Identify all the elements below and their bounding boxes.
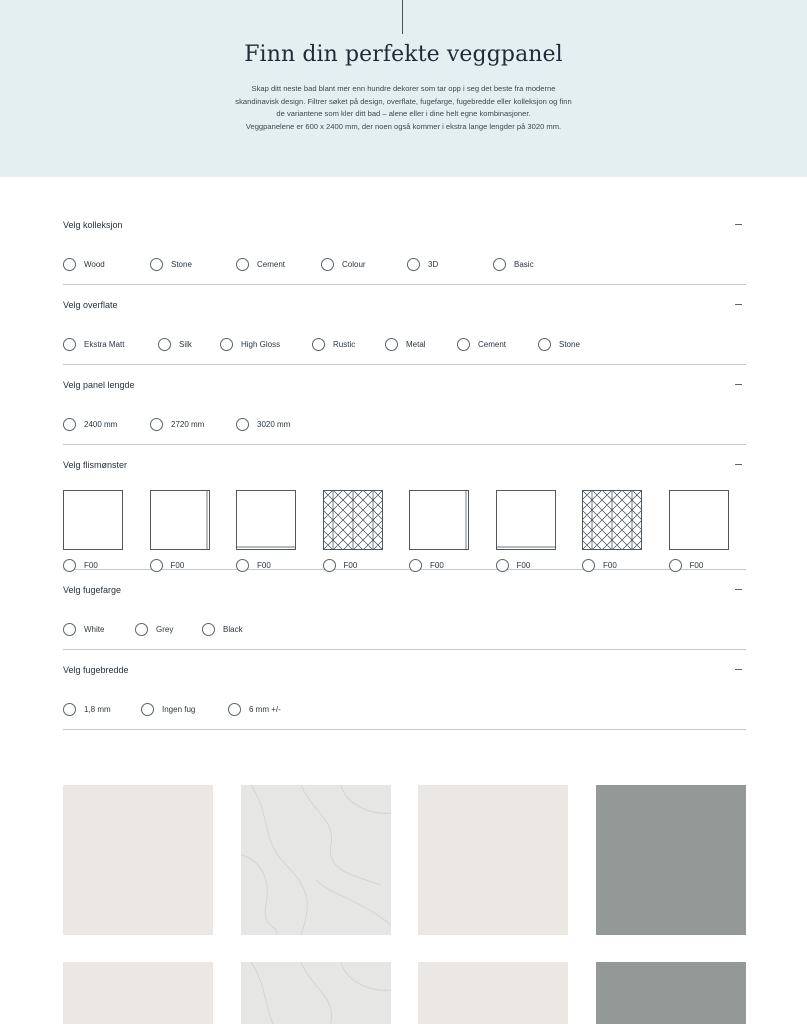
product-row	[63, 962, 746, 1024]
pattern-tile-right-edge[interactable]	[409, 490, 469, 550]
option-stone[interactable]	[150, 258, 236, 271]
filter-surface-header[interactable]	[63, 285, 746, 325]
option-label: Cement	[257, 260, 286, 269]
minus-icon[interactable]	[735, 304, 742, 305]
option-label: Stone	[559, 340, 580, 349]
option-white[interactable]	[63, 623, 135, 636]
option-3020mm[interactable]	[236, 418, 290, 431]
pattern-tile-plain[interactable]	[669, 490, 729, 550]
option-label: Wood	[84, 260, 105, 269]
option-ekstra-matt[interactable]	[63, 338, 158, 351]
radio-unchecked-icon[interactable]	[312, 338, 325, 351]
option-label: Basic	[514, 260, 534, 269]
product-swatch-grey[interactable]	[596, 962, 746, 1024]
pattern-item	[582, 490, 669, 569]
minus-icon[interactable]	[735, 384, 742, 385]
option-label: Stone	[171, 260, 192, 269]
option-label: F00	[257, 561, 271, 570]
option-rustic[interactable]	[312, 338, 385, 351]
radio-unchecked-icon[interactable]	[135, 623, 148, 636]
radio-unchecked-icon[interactable]	[63, 623, 76, 636]
filter-length-header[interactable]	[63, 365, 746, 405]
pattern-item	[323, 490, 410, 569]
filter-joint-width-header[interactable]	[63, 650, 746, 690]
option-2720mm[interactable]	[150, 418, 236, 431]
option-label: F00	[343, 561, 358, 570]
option-metal[interactable]	[385, 338, 457, 351]
option-label: Black	[223, 625, 243, 634]
pattern-tile-bottom-edge[interactable]	[236, 490, 296, 550]
option-label: Rustic	[333, 340, 356, 349]
option-label: Cement	[478, 340, 507, 349]
pattern-tile-right-edge[interactable]	[150, 490, 210, 550]
product-swatch-warm-white[interactable]	[418, 962, 568, 1024]
filter-surface-title: Velg overflate	[63, 300, 118, 310]
filter-length	[63, 365, 746, 445]
filter-length-title: Velg panel lengde	[63, 380, 135, 390]
radio-unchecked-icon[interactable]	[228, 703, 241, 716]
option-label: Ingen fug	[162, 705, 196, 714]
radio-unchecked-icon[interactable]	[63, 418, 76, 431]
filter-joint-color-header[interactable]	[63, 570, 746, 610]
product-row	[63, 785, 746, 935]
product-grid	[63, 785, 746, 1024]
radio-unchecked-icon[interactable]	[385, 338, 398, 351]
minus-icon[interactable]	[735, 464, 742, 465]
filter-pattern-header[interactable]	[63, 445, 746, 485]
radio-unchecked-icon[interactable]	[158, 338, 171, 351]
filter-joint-color-options	[63, 610, 746, 649]
hero-description-line: Skap ditt neste bad blant mer enn hundre dekorer som tar opp i seg det beste fra moderne	[251, 84, 556, 93]
option-stone-surface[interactable]	[538, 338, 580, 351]
radio-unchecked-icon[interactable]	[538, 338, 551, 351]
radio-unchecked-icon[interactable]	[220, 338, 233, 351]
option-label: High Gloss	[241, 340, 281, 349]
option-label: 3D	[428, 260, 439, 269]
option-wood[interactable]	[63, 258, 150, 271]
filter-pattern-options	[63, 485, 746, 569]
filter-panel	[63, 205, 746, 730]
radio-unchecked-icon[interactable]	[63, 258, 76, 271]
option-label: Metal	[406, 340, 426, 349]
filter-joint-width-title: Velg fugebredde	[63, 665, 129, 675]
option-label: 1,8 mm	[84, 705, 111, 714]
radio-unchecked-icon[interactable]	[150, 418, 163, 431]
option-label: 6 mm +/-	[249, 705, 281, 714]
option-basic[interactable]	[493, 258, 534, 271]
product-swatch-white-marble[interactable]	[241, 962, 391, 1024]
radio-unchecked-icon[interactable]	[236, 258, 249, 271]
option-label: Ekstra Matt	[84, 340, 125, 349]
page-title: Finn din perfekte veggpanel	[244, 42, 563, 67]
radio-unchecked-icon[interactable]	[141, 703, 154, 716]
option-label: F00	[170, 561, 185, 570]
option-label: Grey	[156, 625, 174, 634]
radio-unchecked-icon[interactable]	[321, 258, 334, 271]
option-6mm[interactable]	[228, 703, 281, 716]
pattern-tile-plain[interactable]	[63, 490, 123, 550]
hero-description-line: skandinavisk design. Filtrer søket på design, overflate, fugefarge, fugebredde eller kolleksjon og finn	[235, 96, 572, 106]
radio-unchecked-icon[interactable]	[202, 623, 215, 636]
pattern-item	[236, 490, 323, 569]
hero-description	[195, 83, 612, 133]
option-1-8mm[interactable]	[63, 703, 141, 716]
filter-joint-width-options	[63, 690, 746, 729]
option-label: F00	[603, 561, 617, 570]
option-label: 3020 mm	[257, 420, 291, 429]
product-swatch-warm-white[interactable]	[63, 962, 213, 1024]
option-label: Colour	[342, 260, 366, 269]
option-black[interactable]	[202, 623, 243, 636]
option-high-gloss[interactable]	[220, 338, 312, 351]
radio-unchecked-icon[interactable]	[63, 338, 76, 351]
pattern-tile-bottom-edge[interactable]	[496, 490, 556, 550]
radio-unchecked-icon[interactable]	[63, 703, 76, 716]
hero-banner	[0, 0, 807, 177]
filter-collection-header[interactable]	[63, 205, 746, 245]
pattern-item	[63, 490, 150, 569]
pattern-tile-herringbone[interactable]	[323, 490, 383, 550]
filter-joint-color-title: Velg fugefarge	[63, 585, 122, 595]
option-3d[interactable]	[407, 258, 493, 271]
radio-unchecked-icon[interactable]	[407, 258, 420, 271]
filter-length-options	[63, 405, 746, 444]
radio-unchecked-icon[interactable]	[457, 338, 470, 351]
filter-pattern-title: Velg flismønster	[63, 460, 128, 470]
radio-unchecked-icon[interactable]	[493, 258, 506, 271]
option-colour[interactable]	[321, 258, 407, 271]
minus-icon[interactable]	[735, 224, 742, 225]
pattern-item	[496, 490, 583, 569]
option-label: 2400 mm	[84, 420, 118, 429]
option-2400mm[interactable]	[63, 418, 150, 431]
radio-unchecked-icon[interactable]	[150, 258, 163, 271]
filter-collection-title: Velg kolleksjon	[63, 220, 123, 230]
pattern-item	[669, 490, 756, 569]
pattern-item	[150, 490, 237, 569]
minus-icon[interactable]	[735, 589, 742, 590]
product-swatch-warm-white[interactable]	[63, 785, 213, 935]
option-cement-surface[interactable]	[457, 338, 538, 351]
option-label: Silk	[179, 340, 192, 349]
hero-divider-line	[402, 0, 403, 34]
filter-collection	[63, 205, 746, 285]
filter-collection-options	[63, 245, 746, 284]
option-label: F00	[430, 561, 444, 570]
option-label: White	[84, 625, 105, 634]
filter-joint-color	[63, 570, 746, 650]
option-label: F00	[689, 561, 704, 570]
product-swatch-warm-white[interactable]	[418, 785, 568, 935]
pattern-item	[409, 490, 496, 569]
option-grey[interactable]	[135, 623, 202, 636]
option-label: F00	[84, 561, 98, 570]
option-silk[interactable]	[158, 338, 220, 351]
option-label: 2720 mm	[171, 420, 205, 429]
filter-pattern	[63, 445, 746, 570]
radio-unchecked-icon[interactable]	[236, 418, 249, 431]
hero-description-line: de variantene som kler ditt bad – alene eller i dine helt egne kombinasjoner.	[276, 109, 531, 119]
hero-description-line: Veggpanelene er 600 x 2400 mm, der noen også kommer i ekstra lange lengder på 3020 mm.	[245, 121, 562, 131]
filter-surface	[63, 285, 746, 365]
option-cement[interactable]	[236, 258, 321, 271]
filter-surface-options	[63, 325, 746, 364]
pattern-tile-herringbone[interactable]	[582, 490, 642, 550]
product-swatch-white-marble[interactable]	[241, 785, 391, 935]
option-label: F00	[516, 561, 531, 570]
option-ingen-fug[interactable]	[141, 703, 228, 716]
minus-icon[interactable]	[735, 669, 742, 670]
filter-joint-width	[63, 650, 746, 730]
product-swatch-grey[interactable]	[596, 785, 746, 935]
